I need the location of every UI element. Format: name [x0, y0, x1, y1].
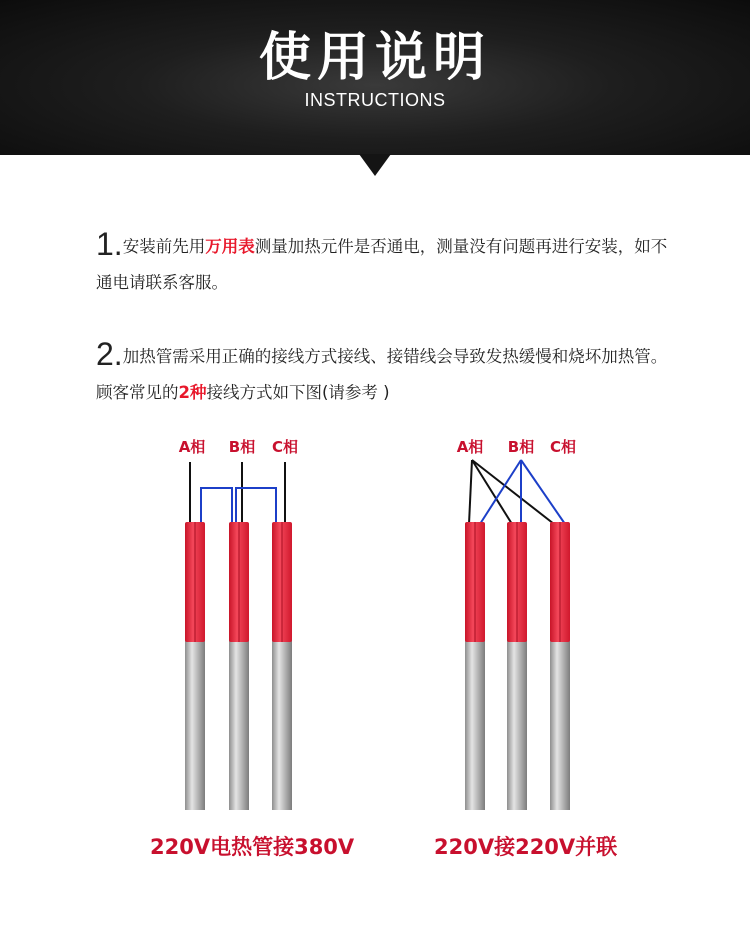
page-subtitle: INSTRUCTIONS — [304, 90, 446, 110]
instruction-1-highlight: 万用表 — [205, 237, 255, 256]
left-heater-1-tube — [185, 640, 205, 810]
instruction-1-number: 1. — [96, 226, 123, 262]
left-phase-b-label: B相 — [228, 438, 256, 456]
instruction-2-highlight: 2种 — [178, 383, 207, 402]
right-heater-1-tube — [465, 640, 485, 810]
right-phase-a-label: A相 — [456, 438, 484, 456]
instruction-2 — [96, 336, 676, 411]
right-heater-3 — [550, 522, 570, 810]
instruction-2-number: 2. — [96, 336, 123, 372]
page-title: 使用说明 — [258, 28, 491, 88]
right-wire-b-1 — [480, 460, 521, 524]
right-wire-a-2 — [472, 460, 512, 524]
header-notch — [359, 154, 391, 176]
wiring-diagram — [0, 420, 750, 820]
right-heater-3-tube — [550, 640, 570, 810]
instruction-1-text-before: 安装前先用 — [122, 237, 206, 256]
instruction-1-text-after: 测量加热元件是否通电，测量没有问题再进行安装，如不通电请联系客服。 — [96, 237, 668, 292]
left-heater-2-tube — [229, 640, 249, 810]
header-banner — [0, 0, 750, 155]
left-heater-3-tube — [272, 640, 292, 810]
right-heater-2-tube — [507, 640, 527, 810]
right-wire-a-1 — [469, 460, 472, 524]
right-phase-b-label: B相 — [507, 438, 535, 456]
instruction-2-text-after: 接线方式如下图(请参考 ) — [206, 383, 390, 402]
left-jumper-1 — [201, 488, 232, 524]
left-diagram-caption: 220V电热管接380V — [150, 835, 355, 859]
right-wiring — [469, 460, 565, 524]
instruction-2-text-before: 加热管需采用正确的接线方式接线、接错线会导致发热缓慢和烧坏加热管。顾客常见的 — [96, 347, 668, 402]
left-phase-a-label: A相 — [178, 438, 206, 456]
right-phase-c-label: C相 — [549, 438, 577, 456]
right-heater-1 — [465, 522, 485, 810]
left-wiring — [190, 462, 285, 524]
right-heater-2 — [507, 522, 527, 810]
left-heater-2 — [229, 522, 249, 810]
left-heater-1 — [185, 522, 205, 810]
instruction-1 — [96, 226, 676, 301]
right-diagram-caption: 220V接220V并联 — [434, 835, 618, 859]
left-heater-3 — [272, 522, 292, 810]
right-wire-a-3 — [472, 460, 554, 524]
left-phase-c-label: C相 — [271, 438, 299, 456]
